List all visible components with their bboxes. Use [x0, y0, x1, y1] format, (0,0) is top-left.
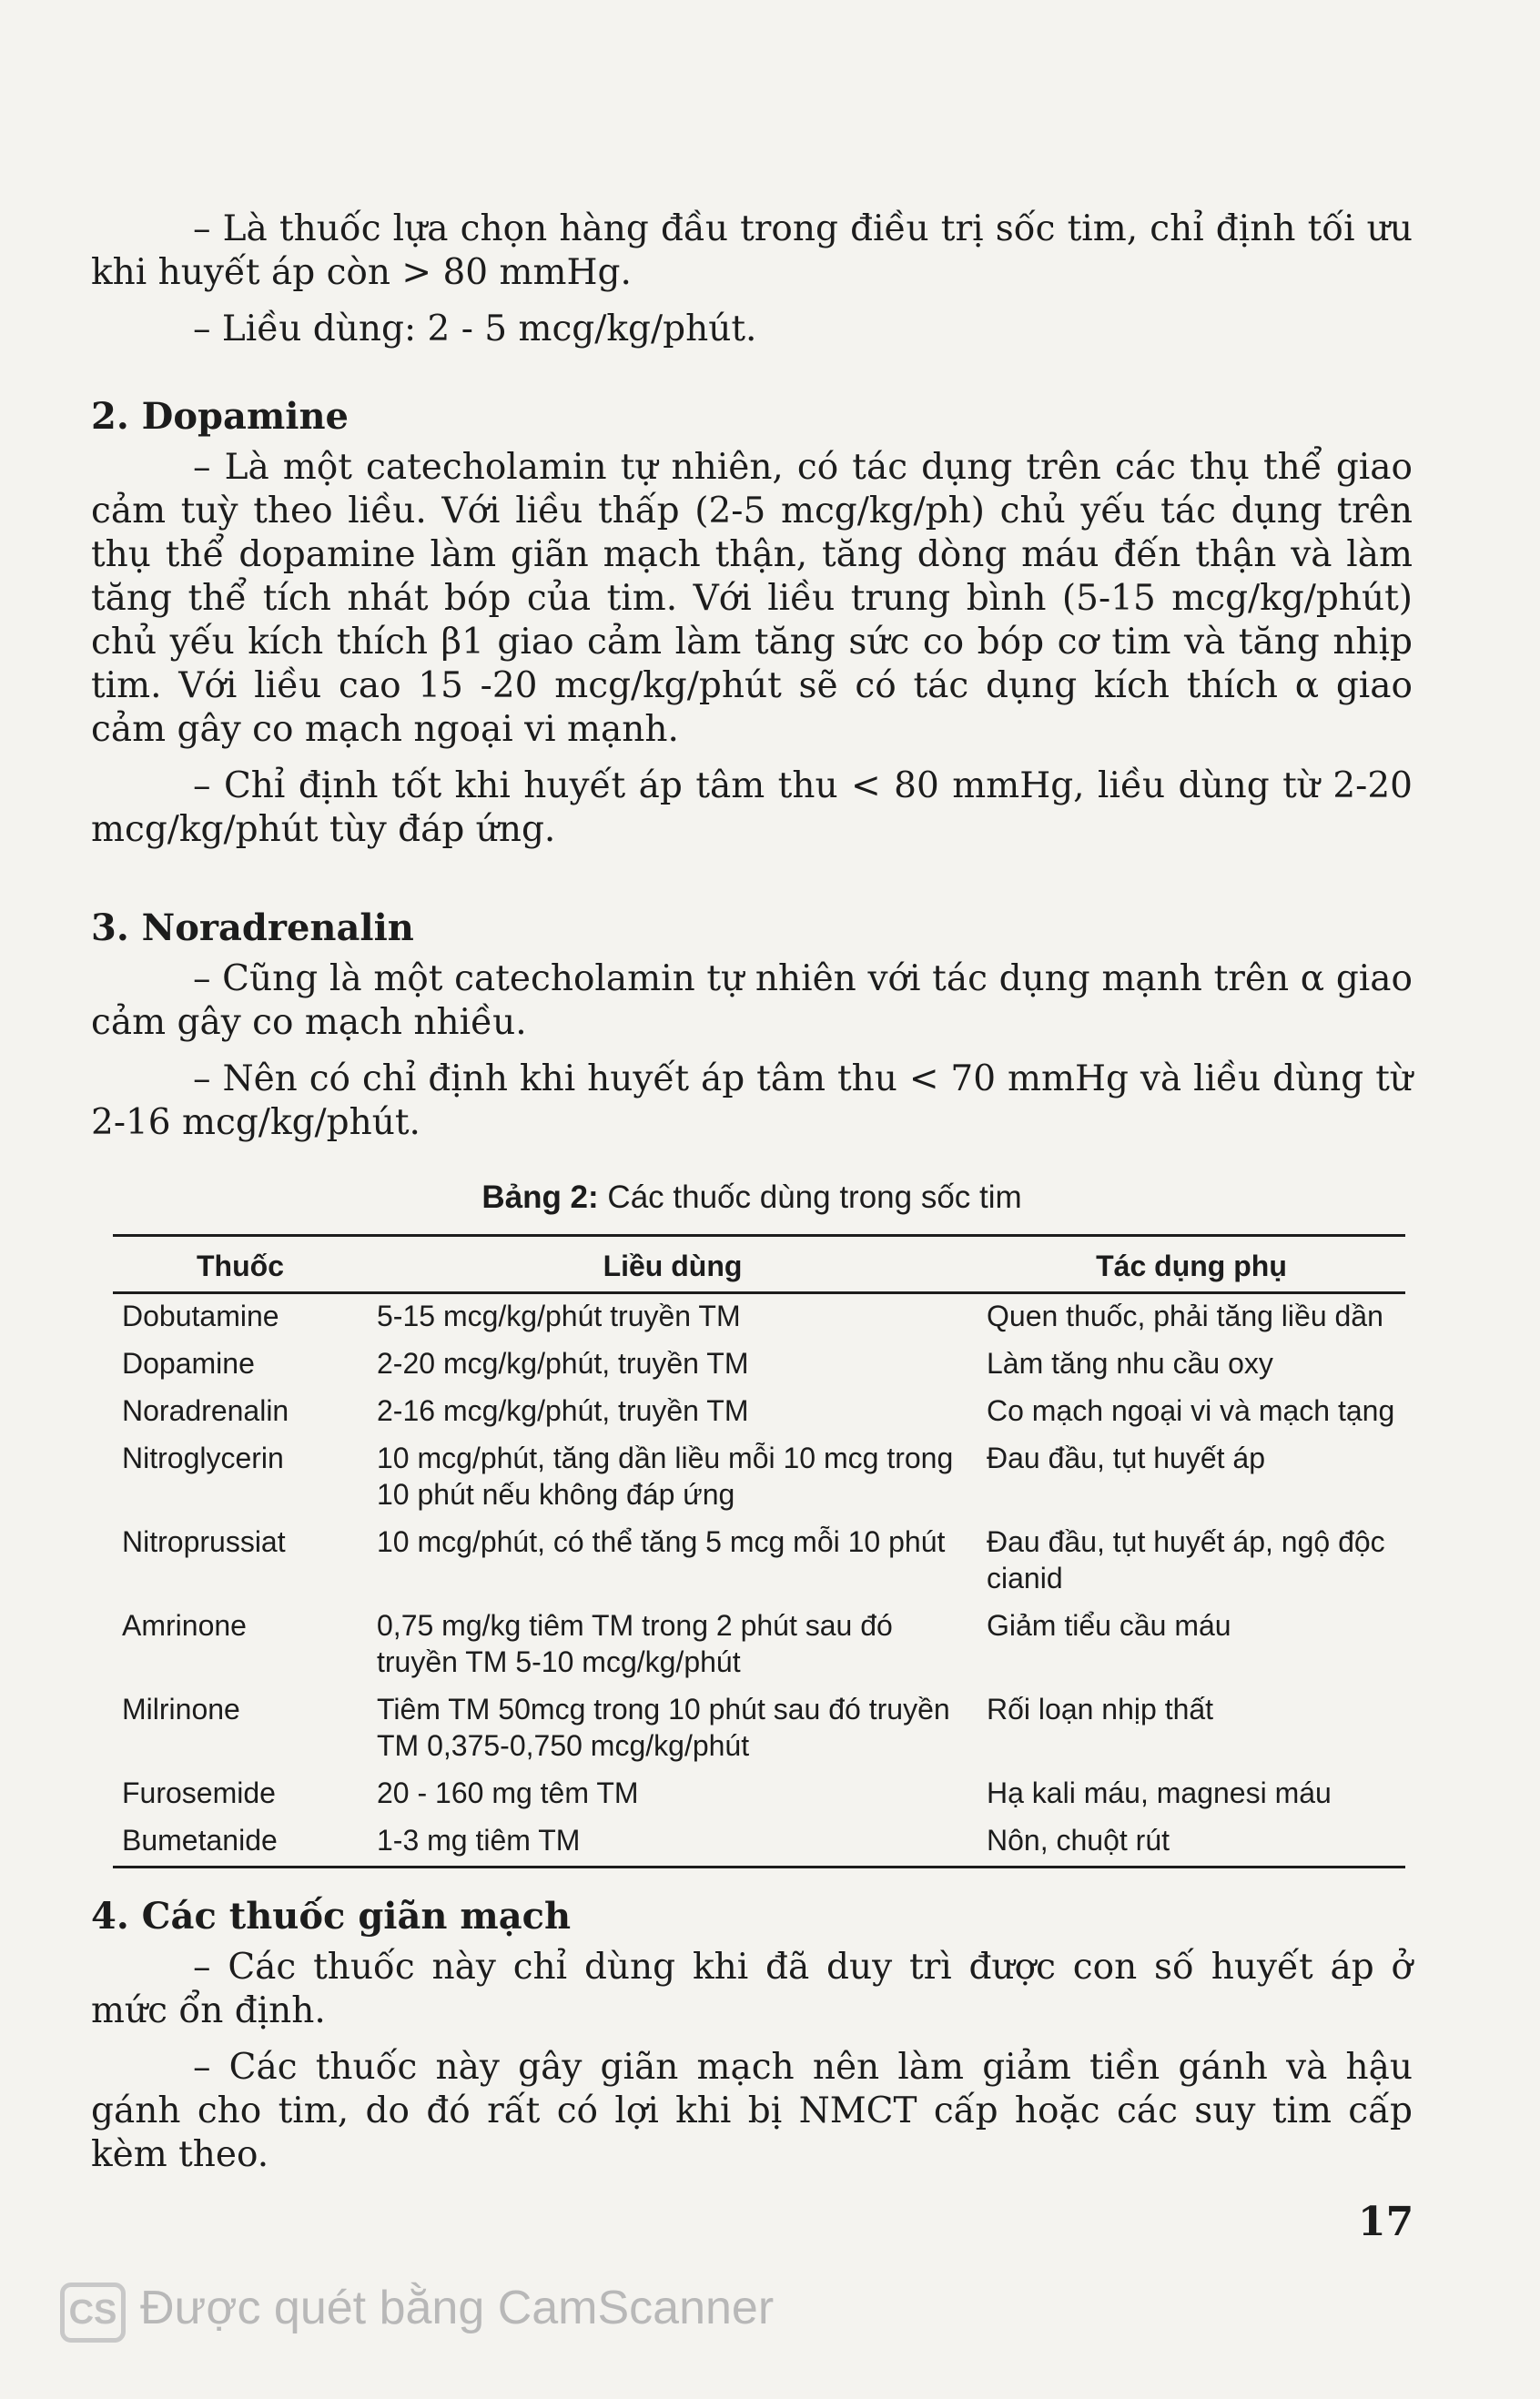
section-heading: 3. Noradrenalin — [91, 906, 414, 949]
table-caption — [91, 1179, 1413, 1216]
drug-name-cell: Nitroglycerin — [122, 1442, 284, 1474]
drug-name-cell: Furosemide — [122, 1776, 276, 1809]
dose-cell: 10 mcg/phút, có thể tăng 5 mcg mỗi 10 phút — [377, 1525, 946, 1558]
dose-cell: 2-20 mcg/kg/phút, truyền TM — [377, 1347, 749, 1380]
column-header: Tác dụng phụ — [978, 1236, 1405, 1293]
drug-name-cell: Noradrenalin — [122, 1394, 289, 1427]
side-effect-cell: Làm tăng nhu cầu oxy — [987, 1347, 1273, 1380]
drug-name-cell: Milrinone — [122, 1693, 240, 1726]
table-row — [113, 1687, 1405, 1771]
dose-cell: 0,75 mg/kg tiêm TM trong 2 phút sau đó truyền TM 5-10 mcg/kg/phút — [377, 1609, 893, 1678]
dose-cell: 2-16 mcg/kg/phút, truyền TM — [377, 1394, 749, 1427]
paragraph: – Cũng là một catecholamin tự nhiên với tác dụng mạnh trên α giao cảm gây co mạch nhiều. — [91, 958, 1413, 1043]
page-number: 17 — [1358, 2199, 1414, 2245]
table-row — [113, 1436, 1405, 1520]
table-row — [113, 1771, 1405, 1818]
table-row — [113, 1341, 1405, 1389]
dose-cell: 10 mcg/phút, tăng dần liều mỗi 10 mcg trong 10 phút nếu không đáp ứng — [377, 1442, 954, 1511]
section-vasodilators — [91, 1895, 1413, 2177]
paragraph: – Là thuốc lựa chọn hàng đầu trong điều trị sốc tim, chỉ định tối ưu khi huyết áp còn > 80 mmHg. — [91, 208, 1413, 293]
dose-cell: Tiêm TM 50mcg trong 10 phút sau đó truyền TM 0,375-0,750 mcg/kg/phút — [377, 1693, 950, 1762]
side-effect-cell: Nôn, chuột rút — [987, 1824, 1170, 1857]
side-effect-cell: Co mạch ngoại vi và mạch tạng — [987, 1394, 1395, 1427]
table-header-row — [113, 1236, 1405, 1293]
side-effect-cell: Rối loạn nhịp thất — [987, 1693, 1214, 1726]
drug-name-cell: Amrinone — [122, 1609, 247, 1642]
table-row — [113, 1818, 1405, 1868]
table-row — [113, 1389, 1405, 1436]
side-effect-cell: Đau đầu, tụt huyết áp, ngộ độc cianid — [987, 1525, 1385, 1594]
side-effect-cell: Quen thuốc, phải tăng liều dần — [987, 1300, 1383, 1332]
dose-cell: 5-15 mcg/kg/phút truyền TM — [377, 1300, 741, 1332]
drug-name-cell: Dobutamine — [122, 1300, 279, 1332]
drug-name-cell: Dopamine — [122, 1347, 255, 1380]
section-dobutamine-text — [91, 208, 1413, 351]
dose-cell: 1-3 mg tiêm TM — [377, 1824, 581, 1857]
paragraph: – Liều dùng: 2 - 5 mcg/kg/phút. — [193, 309, 757, 349]
table-row — [113, 1520, 1405, 1604]
paragraph: – Các thuốc này gây giãn mạch nên làm giảm tiền gánh và hậu gánh cho tim, do đó rất có lợi khi bị NMCT cấp hoặc các suy tim cấp kèm theo. — [91, 2047, 1413, 2175]
column-header: Thuốc — [113, 1236, 368, 1293]
section-heading: 2. Dopamine — [91, 395, 349, 438]
camscanner-watermark: Được quét bằng CamScanner — [140, 2282, 775, 2334]
drug-name-cell: Nitroprussiat — [122, 1525, 286, 1558]
column-header: Liều dùng — [368, 1236, 978, 1293]
table-caption-text: Các thuốc dùng trong sốc tim — [607, 1179, 1022, 1215]
camscanner-logo-icon: CS — [60, 2283, 126, 2343]
table-caption-label: Bảng 2: — [481, 1179, 599, 1215]
dose-cell: 20 - 160 mg têm TM — [377, 1776, 639, 1809]
paragraph: – Các thuốc này chỉ dùng khi đã duy trì được con số huyết áp ở mức ổn định. — [91, 1947, 1413, 2031]
drug-name-cell: Bumetanide — [122, 1824, 278, 1857]
side-effect-cell: Đau đầu, tụt huyết áp — [987, 1442, 1265, 1474]
table-row — [113, 1604, 1405, 1687]
side-effect-cell: Giảm tiểu cầu máu — [987, 1609, 1231, 1642]
table-row — [113, 1293, 1405, 1342]
section-heading: 4. Các thuốc giãn mạch — [91, 1895, 572, 1938]
drug-table — [113, 1234, 1405, 1868]
section-noradrenalin — [91, 906, 1413, 1145]
paragraph: – Là một catecholamin tự nhiên, có tác dụng trên các thụ thể giao cảm tuỳ theo liều. Với liều thấp (2-5 mcg/kg/ph) chủ yếu tác dụng trên thụ thể dopamine làm giãn mạch thận, tăng dòng máu đến thận và làm tăng thể tích nhát bóp của tim. Với liều trung bình (5-15 mcg/kg/phút) chủ yếu kích thích β1 giao cảm làm tăng sức co bóp cơ tim và tăng nhịp tim. Với liều cao 15 -20 mcg/kg/phút sẽ có tác dụng kích thích α giao cảm gây co mạch ngoại vi mạnh. — [91, 447, 1413, 750]
paragraph: – Nên có chỉ định khi huyết áp tâm thu < 70 mmHg và liều dùng từ 2-16 mcg/kg/phút. — [91, 1058, 1413, 1143]
side-effect-cell: Hạ kali máu, magnesi máu — [987, 1776, 1332, 1809]
section-dopamine — [91, 395, 1413, 852]
paragraph: – Chỉ định tốt khi huyết áp tâm thu < 80 mmHg, liều dùng từ 2-20 mcg/kg/phút tùy đáp ứng. — [91, 765, 1413, 850]
